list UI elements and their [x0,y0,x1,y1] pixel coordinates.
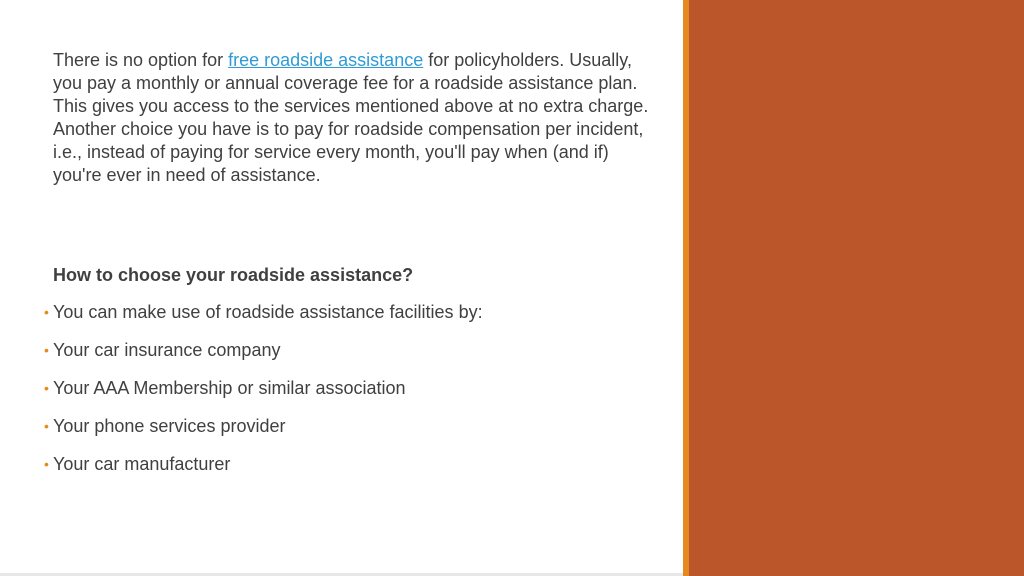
list-item [44,301,483,339]
list-item [44,415,483,453]
list-item-text: You can make use of roadside assistance facilities by: [53,302,483,322]
list-item-text: Your AAA Membership or similar association [53,378,406,398]
list-item-text: Your car manufacturer [53,454,231,474]
bullet-icon: • [44,342,49,358]
list-item-text: Your car insurance company [53,340,281,360]
list-item [44,377,483,415]
options-list [44,301,483,491]
bullet-icon: • [44,418,49,434]
section-heading: How to choose your roadside assistance? [53,265,414,285]
list-item [44,339,483,377]
list-item [44,453,483,491]
list-item-text: Your phone services provider [53,416,286,436]
bullet-icon: • [44,380,49,396]
bullet-icon: • [44,456,49,472]
side-panel [689,0,1024,576]
free-roadside-assistance-link[interactable]: free roadside assistance [228,50,424,70]
body-paragraph [53,49,653,187]
paragraph-text-before-link: There is no option for [53,50,229,70]
bullet-icon: • [44,304,49,320]
paragraph-text-after-link: for policyholders. Usually, you pay a monthly or annual coverage fee for a roadside assistance plan. This gives you access to the services mentioned above at no extra charge. Another choice you have is to pay for roadside compensation per incident, i.e., instead of paying for service every month, you'll pay when (and if) you're ever in need of assistance. [53,50,649,185]
